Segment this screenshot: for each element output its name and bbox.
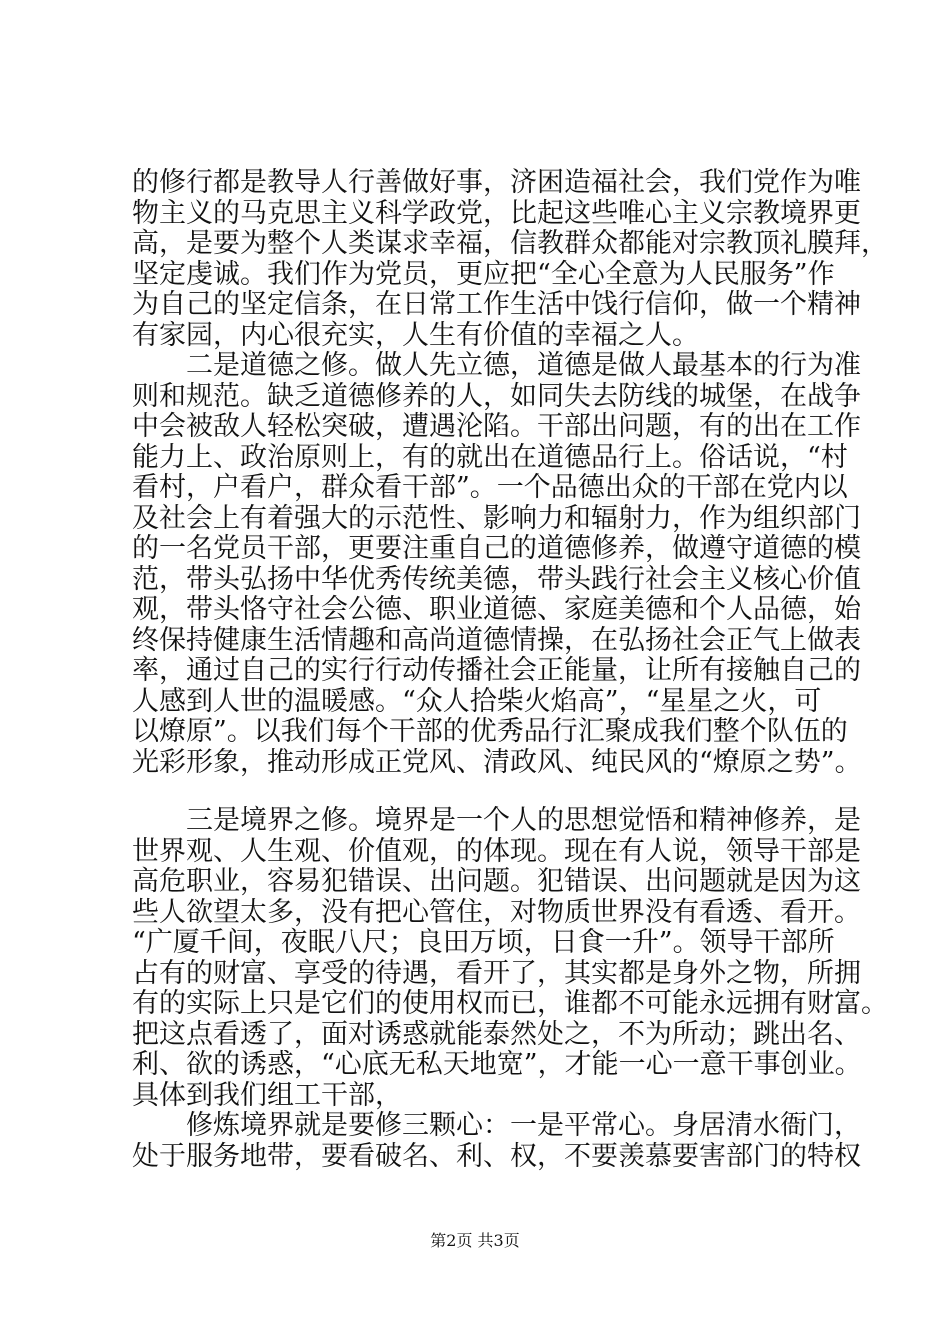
text-line: 观，带头恪守社会公德、职业道德、家庭美德和个人品德，始 [132,594,861,625]
text-line: 看村，户看户，群众看干部”。一个品德出众的干部在党内以 [132,472,848,503]
text-line: 中会被敌人轻松突破，遭遇沦陷。干部出问题，有的出在工作 [132,411,861,442]
text-line: 有的实际上只是它们的使用权而已，谁都不可能永远拥有财富。 [132,988,888,1019]
text-line: 修炼境界就是要修三颗心：一是平常心。身居清水衙门， [132,1110,861,1141]
text-line: 则和规范。缺乏道德修养的人，如同失去防线的城堡，在战争 [132,380,861,412]
text-line: 为自己的坚定信条，在日常工作生活中饯行信仰，做一个精神 [132,289,861,320]
text-line: 范，带头弘扬中华优秀传统美德，带头践行社会主义核心价值 [132,563,861,595]
text-line: 终保持健康生活情趣和高尚道德情操，在弘扬社会正气上做表 [132,624,861,656]
text-line: 世界观、人生观、价值观，的体现。现在有人说，领导干部是 [132,835,861,867]
text-line: 高危职业，容易犯错误、出问题。犯错误、出问题就是因为这 [132,866,861,897]
page-number-footer: 第2页 共3页 [430,1231,520,1250]
text-line: 二是道德之修。做人先立德，道德是做人最基本的行为准 [132,350,861,381]
text-line: “广厦千间，夜眠八尺；良田万顷，日食一升”。领导干部所 [132,927,835,958]
text-line: 及社会上有着强大的示范性、影响力和辐射力，作为组织部门 [132,502,861,534]
text-line: 高，是要为整个人类谋求幸福，信教群众都能对宗教顶礼膜拜， [132,228,888,259]
text-line: 人感到人世的温暖感。“众人拾柴火焰高”，“星星之火，可 [132,685,822,717]
text-line: 把这点看透了，面对诱惑就能泰然处之，不为所动；跳出名、 [132,1018,861,1050]
text-line: 占有的财富、享受的待遇，看开了，其实都是身外之物，所拥 [132,957,861,989]
text-line: 的修行都是教导人行善做好事，济困造福社会，我们党作为唯 [132,167,861,198]
text-line: 处于服务地带，要看破名、利、权，不要羡慕要害部门的特权 [132,1140,861,1172]
text-line: 具体到我们组工干部， [132,1079,402,1111]
text-line: 以燎原”。以我们每个干部的优秀品行汇聚成我们整个队伍的 [132,716,848,747]
text-line: 能力上、政治原则上，有的就出在道德品行上。俗话说，“村 [132,441,848,473]
text-line: 有家园，内心很充实，人生有价值的幸福之人。 [132,319,699,351]
text-line: 三是境界之修。境界是一个人的思想觉悟和精神修养，是 [132,805,861,836]
text-line: 些人欲望太多，没有把心管住，对物质世界没有看透、看开。 [132,896,861,928]
text-line: 物主义的马克思主义科学政党，比起这些唯心主义宗教境界更 [132,197,861,229]
text-line: 光彩形象，推动形成正党风、清政风、纯民风的“燎原之势”。 [132,746,862,778]
text-line: 的一名党员干部，更要注重自己的道德修养，做遵守道德的模 [132,533,861,564]
text-line: 率，通过自己的实行行动传播社会正能量，让所有接触自己的 [132,655,861,686]
text-line: 坚定虔诚。我们作为党员，更应把“全心全意为人民服务”作 [132,258,835,290]
text-line: 利、欲的诱惑，“心底无私天地宽”，才能一心一意干事创业。 [132,1049,862,1080]
